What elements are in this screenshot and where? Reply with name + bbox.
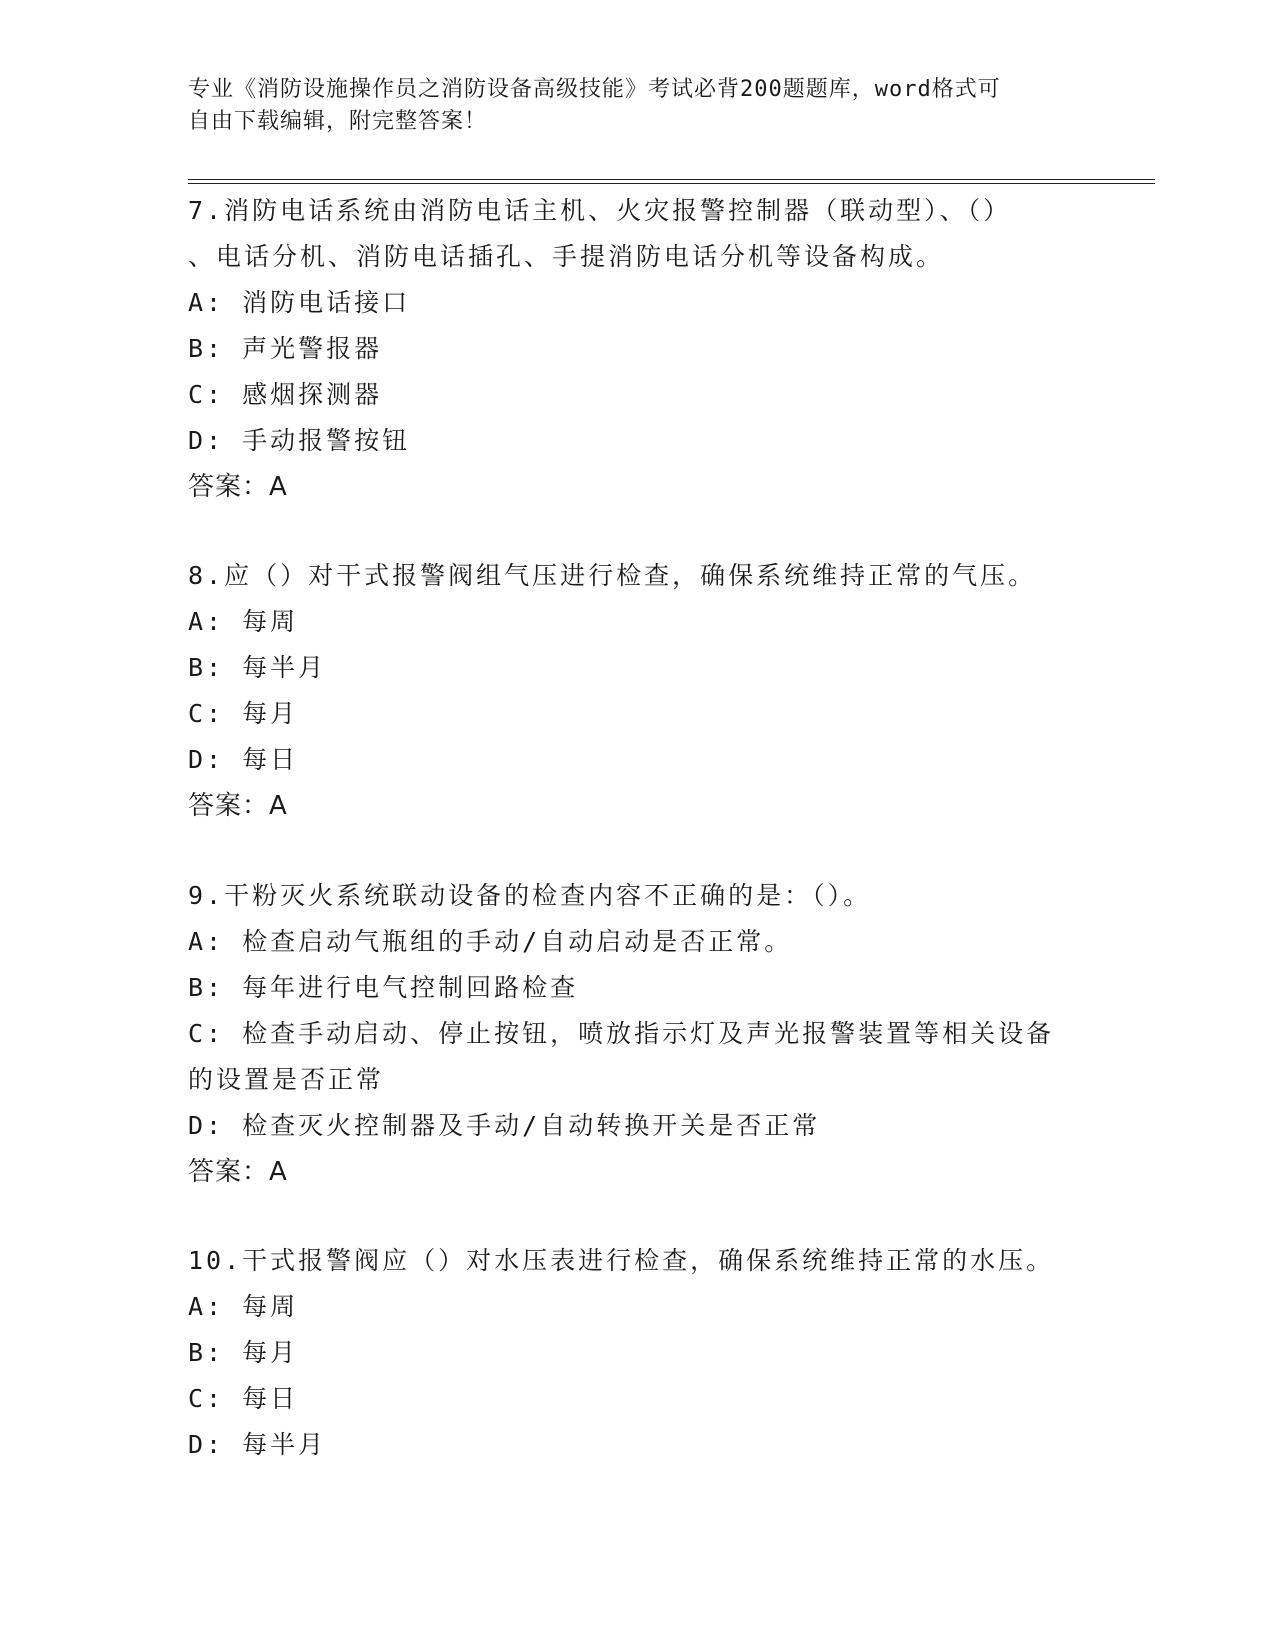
- option-a: A: 检查启动气瓶组的手动/自动启动是否正常。: [188, 927, 793, 956]
- question-9: [188, 873, 1088, 1195]
- option-c: C: 检查手动启动、停止按钮，喷放指示灯及声光报警装置等相关设备: [188, 1019, 1055, 1048]
- option-c: C: 每月: [188, 699, 299, 728]
- option-a: A: 每周: [188, 607, 299, 636]
- option-c: C: 每日: [188, 1384, 299, 1413]
- document-header: [188, 74, 1088, 138]
- header-line-2: 自由下载编辑，附完整答案！: [188, 109, 488, 134]
- option-b: B: 每半月: [188, 653, 327, 682]
- question-stem: 10.干式报警阀应（）对水压表进行检查，确保系统维持正常的水压。: [188, 1246, 1055, 1275]
- header-divider-thick: [188, 179, 1155, 180]
- option-d: D: 每半月: [188, 1430, 327, 1459]
- option-d: D: 检查灭火控制器及手动/自动转换开关是否正常: [188, 1111, 821, 1140]
- option-b: B: 声光警报器: [188, 334, 383, 363]
- option-a: A: 每周: [188, 1292, 299, 1321]
- answer: 答案：A: [188, 1157, 288, 1187]
- option-b: B: 每月: [188, 1338, 299, 1367]
- header-line-1: 专业《消防设施操作员之消防设备高级技能》考试必背200题题库，word格式可: [188, 77, 1001, 102]
- question-stem: 7.消防电话系统由消防电话主机、火灾报警控制器（联动型）、（）: [188, 196, 1012, 225]
- answer: 答案：A: [188, 791, 288, 821]
- question-7: [188, 188, 1088, 510]
- question-stem: 9.干粉灭火系统联动设备的检查内容不正确的是：（）。: [188, 881, 872, 910]
- header-divider-thin: [188, 183, 1155, 184]
- option-b: B: 每年进行电气控制回路检查: [188, 973, 579, 1002]
- option-d: D: 手动报警按钮: [188, 426, 411, 455]
- question-stem-continued: 、电话分机、消防电话插孔、手提消防电话分机等设备构成。: [188, 242, 945, 271]
- option-c-continued: 的设置是否正常: [188, 1065, 385, 1094]
- question-8: [188, 553, 1088, 829]
- question-10: [188, 1238, 1088, 1468]
- option-c: C: 感烟探测器: [188, 380, 383, 409]
- option-a: A: 消防电话接口: [188, 288, 411, 317]
- question-stem: 8.应（）对干式报警阀组气压进行检查，确保系统维持正常的气压。: [188, 561, 1037, 590]
- option-d: D: 每日: [188, 745, 299, 774]
- answer: 答案：A: [188, 472, 288, 502]
